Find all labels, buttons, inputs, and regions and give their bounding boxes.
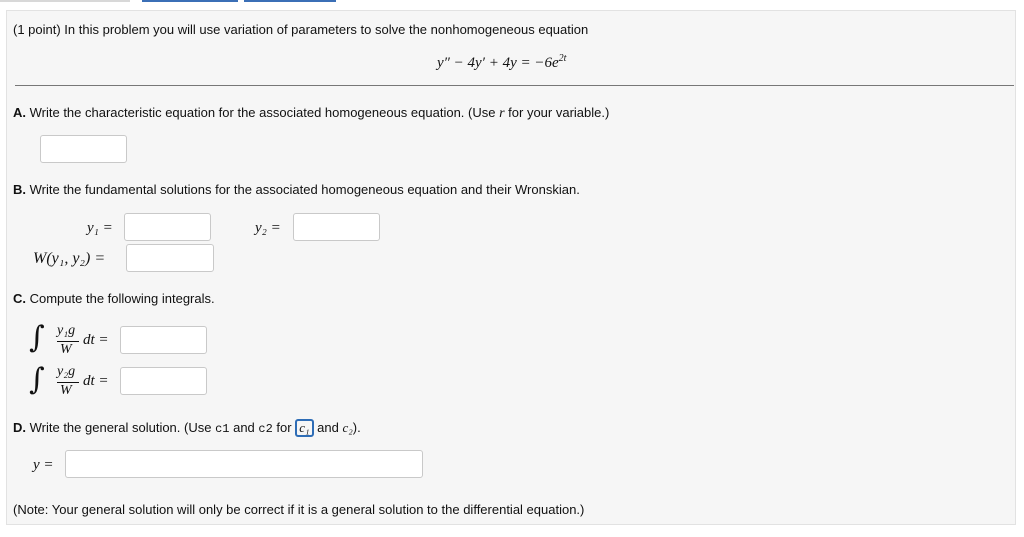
part-c-text: Compute the following integrals. xyxy=(26,291,215,306)
part-a-text: Write the characteristic equation for the associated homogeneous equation. (Use xyxy=(26,105,500,120)
c1-highlight[interactable]: c₁ xyxy=(295,419,313,437)
part-b-text: Write the fundamental solutions for the associated homogeneous equation and their Wronskian. xyxy=(26,182,580,197)
part-a-prompt xyxy=(13,105,609,122)
tab-indicator-2[interactable] xyxy=(142,0,238,2)
part-a-label: A. xyxy=(13,105,26,120)
part-b-label: B. xyxy=(13,182,26,197)
integrand-2-numerator: y₂g xyxy=(57,364,76,379)
integrand-1-numerator: y₁g xyxy=(57,323,76,338)
part-d-c2-math: c₂ xyxy=(342,420,353,435)
tab-indicator-1 xyxy=(0,0,130,2)
part-d-text3: for xyxy=(272,420,296,435)
top-tab-strip xyxy=(0,0,1024,4)
part-d-c1-code: c1 xyxy=(215,422,230,436)
equation-exponent: 2t xyxy=(558,53,567,64)
part-c-label: C. xyxy=(13,291,26,306)
integral-sign-1: ∫ xyxy=(29,320,45,355)
part-d-c2-code: c2 xyxy=(258,422,273,436)
wronskian-input[interactable] xyxy=(126,244,214,272)
dt-label-2: dt = xyxy=(83,373,109,389)
part-d-text1: Write the general solution. (Use xyxy=(26,420,216,435)
part-b-prompt xyxy=(13,182,580,197)
integrand-1-denominator: W xyxy=(60,342,72,357)
integral-1-input[interactable] xyxy=(120,326,207,354)
part-a-text2: for your variable.) xyxy=(504,105,610,120)
wronskian-label: W(y₁, y₂) = xyxy=(33,250,106,267)
integral-2-input[interactable] xyxy=(120,367,207,395)
problem-intro: (1 point) In this problem you will use variation of parameters to solve the nonhomogeneous equation xyxy=(13,22,589,37)
y2-label: y₂ = xyxy=(255,220,281,236)
part-d-text2: and xyxy=(229,420,259,435)
dt-label-1: dt = xyxy=(83,332,109,348)
tab-indicator-3[interactable] xyxy=(244,0,336,2)
part-d-label: D. xyxy=(13,420,26,435)
part-d-text5: ). xyxy=(352,420,361,435)
y2-input[interactable] xyxy=(293,213,380,241)
part-a-var: r xyxy=(499,106,505,121)
part-d-prompt xyxy=(13,419,361,437)
problem-equation xyxy=(437,53,566,72)
part-c-prompt xyxy=(13,291,215,306)
y1-input[interactable] xyxy=(124,213,211,241)
integrand-2-denominator: W xyxy=(60,383,72,398)
problem-panel xyxy=(6,10,1016,525)
general-solution-label: y = xyxy=(33,457,54,473)
divider xyxy=(15,85,1014,86)
note-text: (Note: Your general solution will only be correct if it is a general solution to the differential equation.) xyxy=(13,502,585,517)
equation-lhs: y″ − 4y′ + 4y = −6e xyxy=(437,55,559,71)
y1-label: y₁ = xyxy=(87,220,113,236)
part-d-text4: and xyxy=(313,420,343,435)
integral-sign-2: ∫ xyxy=(29,362,45,397)
general-solution-input[interactable] xyxy=(65,450,423,478)
characteristic-equation-input[interactable] xyxy=(40,135,127,163)
